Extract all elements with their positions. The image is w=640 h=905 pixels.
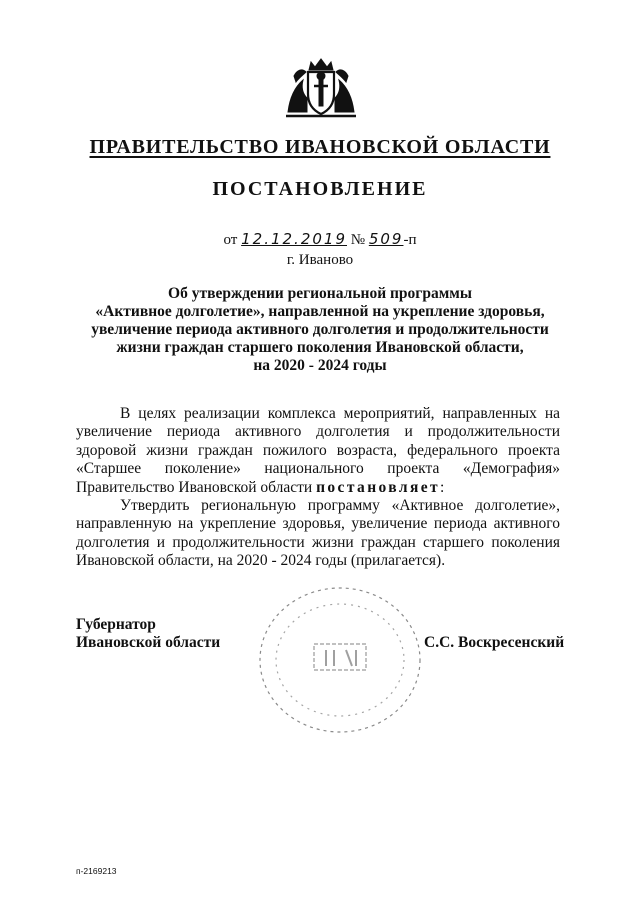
body-paragraph-2: Утвердить региональную программу «Активное долголетие», направленную на укрепление здоровья, увеличение периода активного долголетия и продолжительности жизни граждан старшего поколения Ивановской области, на 2020 - 2024 годы (прилагается). [76,497,560,570]
date-value: 12.12.2019 [241,230,347,248]
decree-word: постановляет [316,478,441,496]
number-value: 509 [368,230,404,248]
date-number-line [0,230,640,249]
position-line: Губернатор [76,616,156,633]
subject-line: увеличение периода активного долголетия и продолжительности [91,321,549,338]
subject-line: жизни граждан старшего поколения Ивановской области, [116,339,524,356]
signatory-position [76,616,220,652]
subject-line: Об утверждении региональной программы [168,285,472,302]
number-sign: № [350,232,366,248]
document-body [76,405,560,571]
position-line: Ивановской области [76,634,221,651]
paragraph-text: В целях реализации комплекса мероприятий, направленных на увеличение периода активного долголетия и продолжительности здоровой жизни граждан пожилого возраста, федерального проекта «Старшее поколение» национального проекта «Демография» Правительство Ивановской области [76,405,560,496]
subject-line: на 2020 - 2024 годы [253,357,387,374]
seal-stamp-icon [256,584,424,736]
body-paragraph-1 [76,405,560,497]
decree-colon: : [440,478,445,496]
document-type-title: ПОСТАНОВЛЕНИЕ [212,178,428,200]
city: г. Иваново [286,252,354,268]
number-suffix: -п [403,232,417,248]
coat-of-arms-icon [284,56,358,118]
signatory-name: С.С. Воскресенский [424,634,565,651]
date-prefix: от [223,232,238,248]
government-title: ПРАВИТЕЛЬСТВО ИВАНОВСКОЙ ОБЛАСТИ [89,136,551,158]
subject-line: «Активное долголетие», направленной на укрепление здоровья, [95,303,545,320]
subject-title [60,285,580,375]
document-code: п-2169213 [76,866,117,876]
